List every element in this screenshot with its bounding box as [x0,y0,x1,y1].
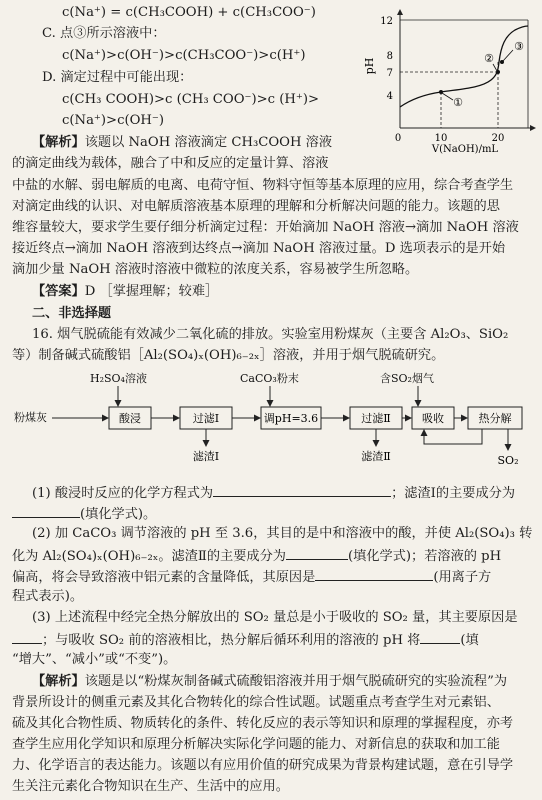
x-tick-20: 20 [491,133,505,144]
q16-line-1: 16. 烟气脱硫能有效减少二氧化硫的排放。实验室用粉煤灰（主要含 Al₂O₃、SiO₂ [32,327,509,342]
q16-line-2: 等）制备碱式硫酸铝［Al₂(SO₄)ₓ(OH)₆₋₂ₓ］溶液，并用于烟气脱硫研究。 [12,348,445,363]
option-d-label: D. 滴定过程中可能出现： [42,70,193,85]
point-3-label: ③ [514,40,524,53]
sub2-line-3: 偏高，将会导致溶液中铝元素的含量降低，其原因是 (用离子方 [12,570,492,585]
step-absorb-label: 吸收 [422,412,444,425]
process-flow-diagram [0,368,542,476]
option-c-label: C. 点③所示溶液中： [42,26,166,41]
sub3-blank-reason[interactable] [12,631,42,644]
step-adjust-ph-label: 调pH=3.6 [263,412,319,425]
sub3-line-1: (3) 上述流程中经完全热分解放出的 SO₂ 量总是小于吸收的 SO₂ 量，其主要原因是 [32,610,518,625]
analysis-2-line-5: 力、化学语言的表达能力。该题以有应用价值的研究成果为背景构建试题，意在引导学 [12,758,514,773]
answer-line [32,284,218,300]
sub1-blank-residue[interactable] [12,505,80,518]
y-tick-7: 7 [386,68,393,79]
analysis-1-line-3: 中盐的水解、弱电解质的电离、电荷守恒、物料守恒等基本原理的应用，综合考查学生 [12,178,514,193]
start-material: 粉煤灰 [14,411,47,424]
analysis-1-line-6: 接近终点→滴加 NaOH 溶液到达终点→滴加 NaOH 溶液过量。D 选项表示的是开始 [12,241,506,256]
sub3-blank-ph[interactable] [420,631,460,644]
option-d-expression-1: c(CH₃ COOH)>c (CH₃ COO⁻)>c (H⁺)> [62,92,320,107]
sub1-line-1: (1) 酸浸时反应的化学方程式为 ；滤渣Ⅰ的主要成分为 [32,486,516,501]
sub2-blank-residue[interactable] [286,547,348,560]
analysis-1-line-7: 滴加少量 NaOH 溶液时溶液中微粒的浓度关系，容易被学生所忽略。 [12,262,419,277]
y-tick-4: 4 [386,91,393,102]
analysis-1-line-1: 【解析】该题以 NaOH 溶液滴定 CH₃COOH 溶液 [32,135,333,150]
analysis-2-line-1: 【解析】该题是以“粉煤灰制备碱式硫酸铝溶液并用于烟气脱硫研究的实验流程”为 [32,674,508,689]
sub2-line-1: (2) 加 CaCO₃ 调节溶液的 pH 至 3.6，其目的是中和溶液中的酸，并使 Al₂(SO₄)₃ 转 [32,526,533,541]
analysis-2-tag: 【解析】 [32,674,85,689]
analysis-2-line-3: 硫及其化合物性质、物质转化的条件、转化反应的表示等知识和原理的掌握程度，亦考 [12,716,514,731]
reagent-so2-gas: 含SO₂烟气 [380,372,434,385]
sub3-line-2: ；与吸收 SO₂ 前的溶液相比，热分解后循环利用的溶液的 pH 将 (填 [12,631,479,649]
so2-output: SO₂ [497,454,519,467]
y-tick-12: 12 [380,16,393,27]
answer-value: D [84,284,96,299]
x-tick-10: 10 [434,133,448,144]
analysis-1-line-4: 对滴定曲线的认识、对电解质溶液基本原理的理解和分析解决问题的能力。该题的思 [12,199,500,214]
analysis-1-tag: 【解析】 [32,135,85,150]
analysis-2-line-4: 查学生应用化学知识和原理分析解决实际化学问题的能力、对新信息的获取和加工能 [12,737,500,752]
answer-note: ［掌握理解；较难］ [99,284,219,299]
answer-tag: 【答案】 [32,284,85,299]
point-2-label: ② [484,52,494,65]
titration-curve [400,26,528,107]
sub2-line-2: 化为 Al₂(SO₄)ₓ(OH)₆₋₂ₓ。滤渣Ⅱ的主要成分为 (填化学式)；若溶液的 pH [12,549,502,564]
analysis-1-line-5: 维容量较大，要求学生要仔细分析滴定过程：开始滴加 NaOH 溶液→滴加 NaOH 溶液 [12,220,519,235]
analysis-2-line-6: 生关注元素化合物知识在生产、生活中的应用。 [12,779,289,794]
sub2-line-4: 程式表示)。 [12,589,84,604]
step-thermal-decomposition-label: 热分解 [478,412,512,425]
step-filter-1-label: 过滤Ⅰ [192,412,220,425]
reagent-caco3: CaCO₃粉末 [240,372,299,385]
recycle-arrow [424,429,482,444]
analysis-2-line-2: 背景所设计的侧重元素及其化合物转化的综合性试题。试题重点考查学生对元素铝、 [12,695,500,710]
x-tick-0: 0 [394,133,402,144]
option-d-expression-2: c(Na⁺)>c(OH⁻) [62,113,165,128]
step-acid-leach-label: 酸浸 [119,412,141,425]
sub1-blank-equation[interactable] [213,484,391,497]
residue-1: 滤渣Ⅰ [192,450,220,463]
reagent-h2so4: H₂SO₄溶液 [90,372,147,385]
y-axis-label: pH [363,57,376,75]
sub1-line-2: (填化学式)。 [12,505,156,523]
option-c-expression: c(Na⁺)>c(OH⁻)>c(CH₃COO⁻)>c(H⁺) [62,48,306,63]
y-tick-8: 8 [386,51,393,62]
residue-2: 滤渣Ⅱ [361,450,391,463]
step-filter-2-label: 过滤Ⅱ [361,412,391,425]
sub2-blank-ion-equation[interactable] [315,568,433,581]
section-heading: 二、非选择题 [32,306,112,321]
analysis-1-line-2: 的滴定曲线为载体，融合了中和反应的定量计算、溶液 [12,156,329,171]
option-b-continuation: c(Na⁺) = c(CH₃COOH) + c(CH₃COO⁻) [62,5,316,20]
point-1-label: ① [453,96,463,109]
sub3-line-3: “增大”、“减小”或“不变”)。 [12,652,177,667]
x-axis-label: V(NaOH)/mL [431,144,499,155]
titration-curve-chart [365,0,542,155]
